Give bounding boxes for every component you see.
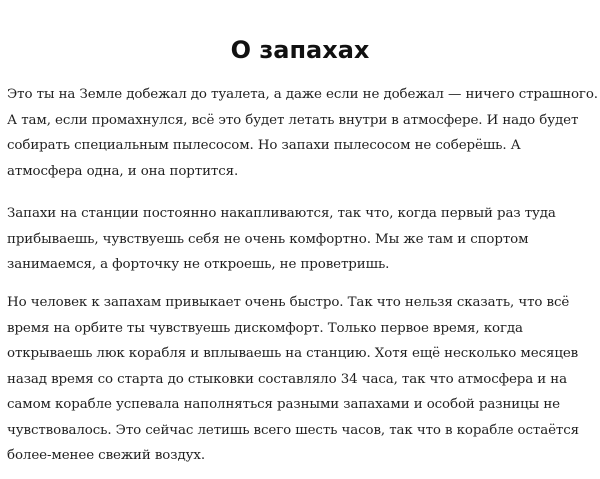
paragraph-line: назад время со старта до стыковки составляло 34 часа, так что атмосфера и на [7,371,567,387]
paragraph-line: самом корабле успевала наполняться разными запахами и особой разницы не [7,397,560,412]
paragraph-line: А там, если промахнулся, всё это будет летать внутри в атмосфере. И надо будет [7,112,579,128]
paragraph-line: открываешь люк корабля и вплываешь на станцию. Хотя ещё несколько месяцев [7,346,579,361]
paragraph-line: занимаемся, а форточку не откроешь, не проветришь. [7,257,390,272]
paragraph-line: Но человек к запахам привыкает очень быстро. Так что нельзя сказать, что всё [7,295,570,310]
paragraph-1 [7,82,597,184]
article-title: О запахах [230,36,370,64]
paragraph-line: Это ты на Земле добежал до туалета, а даже если не добежал — ничего страшного. [7,87,598,102]
paragraph-line: атмосфера одна, и она портится. [7,163,239,179]
paragraph-line: более-менее свежий воздух. [7,448,205,463]
paragraph-line: чувствовалось. Это сейчас летишь всего шесть часов, так что в корабле остаётся [7,422,579,438]
paragraph-line: время на орбите ты чувствуешь дискомфорт. Только первое время, когда [7,320,523,336]
paragraph-line: Запахи на станции постоянно накапливаются, так что, когда первый раз туда [7,206,556,221]
paragraph-2 [7,201,597,278]
paragraph-3 [7,290,597,469]
paragraph-line: собирать специальным пылесосом. Но запахи пылесосом не соберёшь. А [7,138,521,153]
paragraph-line: прибываешь, чувствуешь себя не очень комфортно. Мы же там и спортом [7,231,529,247]
